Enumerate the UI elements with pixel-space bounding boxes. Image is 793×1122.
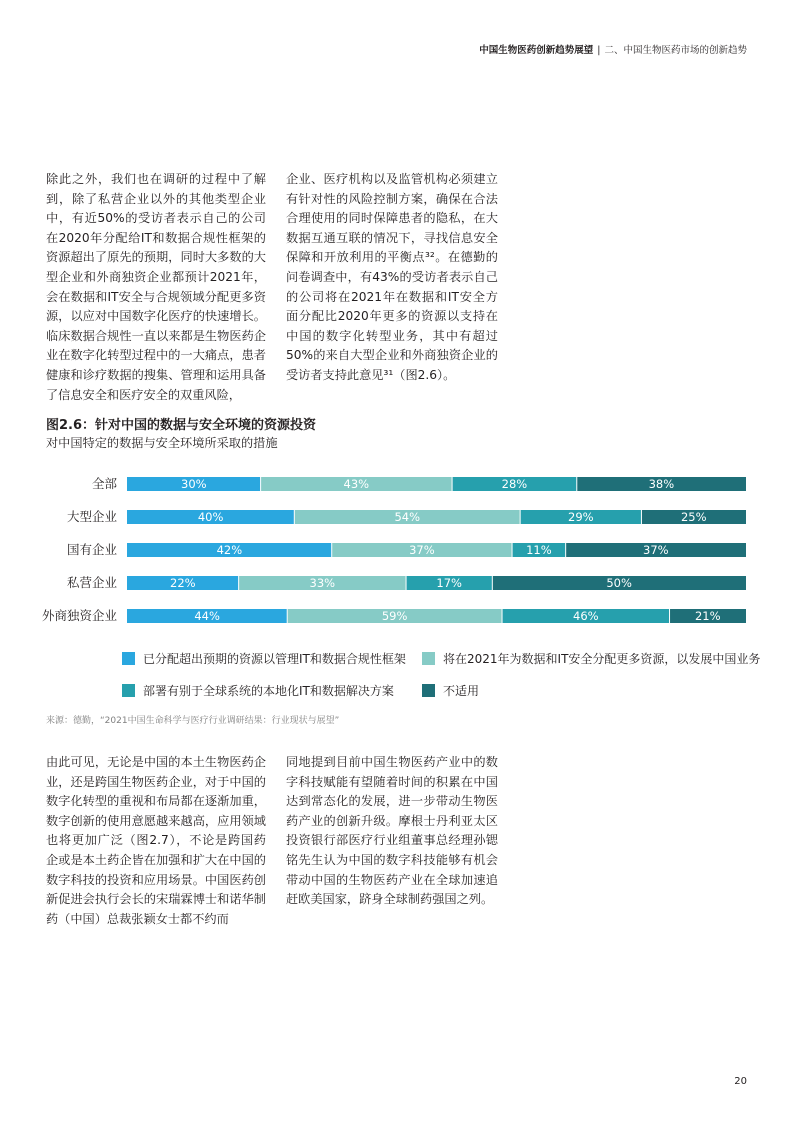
data-label: 22% (170, 576, 196, 590)
figure-subtitle: 对中国特定的数据与安全环境所采取的措施 (46, 436, 278, 450)
legend-item-localized (122, 682, 394, 699)
figure-source: 来源：德勤，“2021中国生命科学与医疗行业调研结果：行业现状与展望” (46, 716, 340, 726)
page-number: 20 (734, 1076, 747, 1087)
legend-item-over-budget (122, 650, 406, 667)
running-header (479, 42, 747, 56)
body-text-bottom-left: 由此可见，无论是中国的本土生物医药企业，还是跨国生物医药企业，对于中国的数字化转型的重视和布局都在逐渐加重，数字创新的使用意愿越来越高，应用领域也将更加广泛（图2.7），不论是跨国药企或是本土药企皆在加强和扩大在中国的数字科技的投资和应用场景。中国医药创新促进会执行会长的宋瑞霖博士和诺华制药（中国）总裁张颖女士都不约而 (46, 755, 266, 926)
legend-item-more-2021 (422, 650, 760, 667)
legend-label-not-applicable: 不适用 (443, 684, 480, 698)
legend-label-over-budget: 已分配超出预期的资源以管理IT和数据合规性框架 (143, 652, 406, 666)
data-label: 11% (526, 543, 552, 557)
category-label: 私营企业 (66, 575, 117, 590)
stacked-bar-chart (30, 466, 760, 636)
data-label: 40% (197, 510, 224, 524)
data-label: 44% (194, 609, 220, 623)
data-label: 28% (501, 477, 528, 491)
body-text-top-right: 企业、医疗机构以及监管机构必须建立有针对性的风险控制方案，确保在合法合理使用的同时保障患者的隐私，在大数据互通互联的情况下，寻找信息安全保障和开放利用的平衡点³²。在德勤的问卷调查中，有43%的受访者表示自己的公司将在2021年在数据和IT安全方面分配比2020年更多的资源以支持在中国的数字化转型业务，其中有超过50%的来自大型企业和外商独资企业的受访者支持此意见³¹（图2.6）。 (286, 172, 498, 382)
data-label: 33% (309, 576, 336, 590)
body-text-bottom-right: 同地提到目前中国生物医药产业中的数字科技赋能有望随着时间的积累在中国达到常态化的发展，进一步带动生物医药产业的创新升级。摩根士丹利亚太区投资银行部医疗行业组董事总经理孙锶铭先生认为中国的数字科技能够有机会带动中国的生物医药产业在全球加速追赶欧美国家，跻身全球制药强国之列。 (286, 755, 498, 907)
category-label: 全部 (91, 476, 117, 491)
data-label: 54% (394, 510, 421, 524)
data-label: 46% (573, 609, 599, 623)
report-title: 中国生物医药创新趋势展望 (479, 45, 594, 56)
legend-label-localized: 部署有别于全球系统的本地化IT和数据解决方案 (143, 684, 394, 698)
section-title: 二、中国生物医药市场的创新趋势 (604, 45, 747, 56)
body-text-top-left: 除此之外，我们也在调研的过程中了解到，除了私营企业以外的其他类型企业中，有近50%的受访者表示自己的公司在2020年分配给IT和数据合规性框架的资源超出了原先的预期，同时大多数的大型企业和外商独资企业都预计2021年，会在数据和IT安全与合规领域分配更多资源，以应对中国数字化医疗的快速增长。临床数据合规性一直以来都是生物医药企业在数字化转型过程中的一大痛点，患者健康和诊疗数据的搜集、管理和运用具备了信息安全和医疗安全的双重风险， (46, 172, 266, 402)
data-label: 37% (643, 543, 669, 557)
category-label: 国有企业 (66, 542, 117, 557)
header-separator: | (597, 45, 601, 56)
legend-swatch-more-2021 (422, 652, 435, 665)
figure-title: 图2.6：针对中国的数据与安全环境的资源投资 (46, 418, 317, 433)
data-label: 37% (409, 543, 435, 557)
legend-swatch-not-applicable (422, 684, 435, 697)
legend-label-more-2021: 将在2021年为数据和IT安全分配更多资源，以发展中国业务 (443, 652, 761, 666)
data-label: 25% (680, 510, 707, 524)
data-label: 50% (606, 576, 632, 590)
data-label: 29% (568, 510, 594, 524)
data-label: 30% (181, 477, 207, 491)
legend-swatch-over-budget (122, 652, 135, 665)
data-label: 17% (436, 576, 462, 590)
category-label: 外商独资企业 (41, 608, 117, 623)
legend-swatch-localized (122, 684, 135, 697)
legend-item-not-applicable (422, 682, 479, 699)
chart-svg (30, 466, 760, 636)
data-label: 59% (381, 609, 408, 623)
category-label: 大型企业 (66, 509, 117, 524)
data-label: 21% (694, 609, 721, 623)
data-label: 42% (216, 543, 243, 557)
data-label: 43% (343, 477, 370, 491)
data-label: 38% (648, 477, 675, 491)
